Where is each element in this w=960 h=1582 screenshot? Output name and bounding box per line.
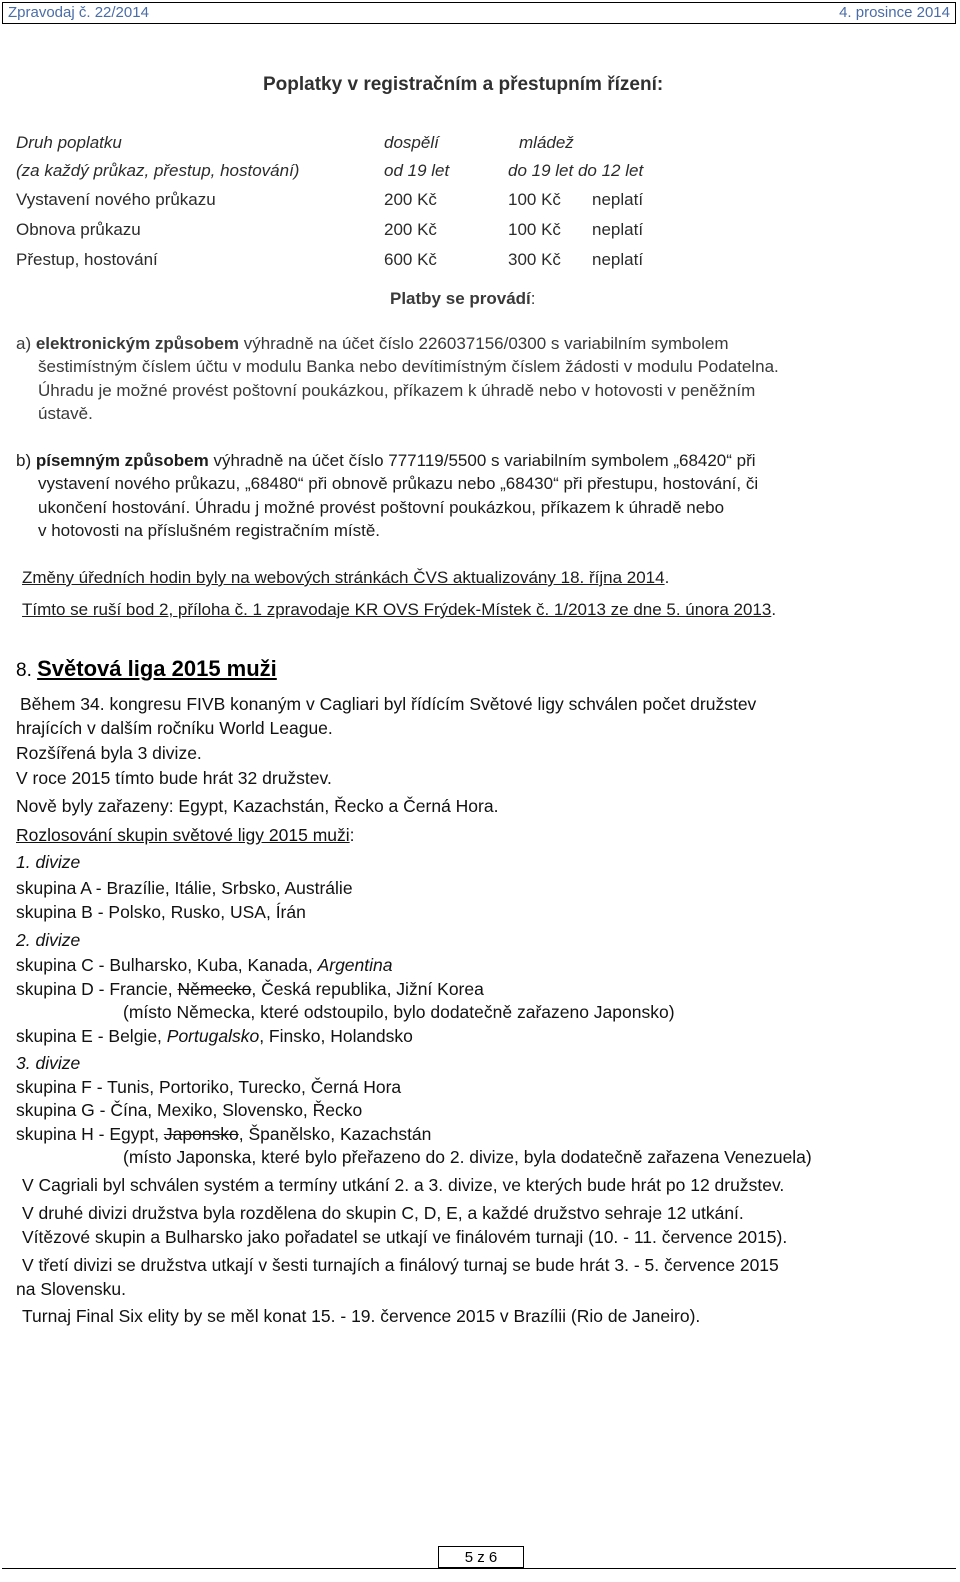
section8-p6: V druhé divizi družstva byla rozdělena do skupin C, D, E, a každé družstvo sehraje 12 utkání. — [22, 1203, 744, 1223]
group-c — [16, 955, 393, 976]
table-row-youth12-fee: neplatí — [592, 190, 644, 209]
page-number: 5 z 6 — [438, 1546, 524, 1568]
section8-p1-line2: hrajících v dalším ročníku World League. — [16, 718, 333, 738]
section-8-heading — [16, 656, 277, 682]
group-c-text: skupina C - Bulharsko, Kuba, Kanada, — [16, 955, 318, 975]
group-h-text-rest: , Španělsko, Kazachstán — [238, 1124, 432, 1144]
note-office-hours-text: Změny úředních hodin byly na webových stránkách ČVS aktualizovány 18. října 2014 — [22, 568, 665, 587]
section8-p4: Nově byly zařazeny: Egypt, Kazachstán, Řecko a Černá Hora. — [16, 796, 499, 816]
group-g: skupina G - Čína, Mexiko, Slovensko, Řecko — [16, 1100, 363, 1120]
table-row-youth12-fee: neplatí — [592, 250, 644, 269]
section8-p3: V roce 2015 tímto bude hrát 32 družstev. — [16, 768, 332, 788]
payments-heading-colon: : — [530, 289, 536, 308]
payment-a-text: výhradně na účet číslo 226037156/0300 s variabilním symbolem — [238, 334, 729, 353]
group-d — [16, 979, 484, 1000]
group-h-text: skupina H - Egypt, — [16, 1124, 164, 1144]
table-row-adult-fee: 200 Kč — [384, 190, 437, 209]
section8-p7: Vítězové skupin a Bulharsko jako pořadatel se utkají ve finálovém turnaji (10. - 11. července 2015). — [22, 1227, 788, 1247]
table-subheader-type: (za každý průkaz, přestup, hostování) — [16, 161, 300, 180]
group-h — [16, 1124, 431, 1145]
group-d-text: skupina D - Francie, — [16, 979, 178, 999]
table-header-adults: dospělí — [384, 133, 439, 152]
draw-heading — [16, 825, 355, 846]
table-header-type: Druh poplatku — [16, 133, 122, 152]
division-1-label: 1. divize — [16, 852, 81, 872]
payment-a-line2: šestimístným číslem účtu v modulu Banka nebo devítimístným číslem žádosti v modulu Podatelna. — [38, 357, 779, 376]
section8-p9: Turnaj Final Six elity by se měl konat 15. - 19. července 2015 v Brazílii (Rio de Janeiro). — [22, 1306, 701, 1326]
table-row-youth19-fee: 300 Kč — [508, 250, 561, 269]
group-h-note: (místo Japonska, které bylo přeřazeno do 2. divize, byla dodatečně zařazena Venezuela) — [123, 1147, 812, 1167]
group-b: skupina B - Polsko, Rusko, USA, Írán — [16, 902, 306, 922]
group-h-struck-team: Japonsko — [163, 1124, 239, 1144]
note-cancellation-end: . — [771, 600, 777, 619]
draw-heading-colon: : — [349, 825, 355, 845]
note-cancellation-text: Tímto se ruší bod 2, příloha č. 1 zpravodaje KR OVS Frýdek-Místek č. 1/2013 ze dne 5. února 2013 — [22, 600, 772, 619]
division-3-label: 3. divize — [16, 1053, 81, 1073]
table-row-name: Vystavení nového průkazu — [16, 190, 216, 209]
draw-heading-text: Rozlosování skupin světové ligy 2015 muži — [16, 825, 350, 845]
section8-p8-line1: V třetí divizi se družstva utkají v šesti turnajích a finálový turnaj se bude hrát 3. - 5. července 2015 — [22, 1255, 779, 1275]
section8-p2: Rozšířená byla 3 divize. — [16, 743, 202, 763]
note-cancellation — [22, 600, 776, 620]
payment-b-prefix: b) — [16, 451, 36, 470]
group-d-text-rest: , Česká republika, Jižní Korea — [251, 979, 484, 999]
table-row-youth19-fee: 100 Kč — [508, 220, 561, 239]
section8-p8-line2: na Slovensku. — [16, 1279, 126, 1299]
section8-p1-line1: Během 34. kongresu FIVB konaným v Cagliari byl řídícím Světové ligy schválen počet družstev — [20, 694, 757, 714]
group-e-text: skupina E - Belgie, — [16, 1026, 167, 1046]
payments-heading-text: Platby se provádí — [390, 289, 531, 308]
payment-b-line1 — [16, 451, 756, 471]
section8-p5: V Cagriali byl schválen systém a termíny utkání 2. a 3. divize, ve kterých bude hrát po 12 družstev. — [22, 1175, 785, 1195]
payment-a-line4: ústavě. — [38, 404, 93, 423]
table-subheader-youth: do 19 let do 12 let — [508, 161, 644, 180]
payment-a-line1 — [16, 334, 728, 354]
division-2-label: 2. divize — [16, 930, 81, 950]
note-office-hours — [22, 568, 669, 588]
payment-b-text: výhradně na účet číslo 777119/5500 s variabilním symbolem „68420“ při — [208, 451, 756, 470]
section-title: Světová liga 2015 muži — [37, 656, 277, 681]
table-row-name: Obnova průkazu — [16, 220, 141, 239]
section-number: 8. — [16, 660, 38, 681]
payments-heading — [390, 289, 536, 309]
table-row-adult-fee: 200 Kč — [384, 220, 437, 239]
payment-a-prefix: a) — [16, 334, 36, 353]
payment-a-line3: Úhradu je možné provést poštovní poukázkou, příkazem k úhradě nebo v hotovosti v peněžním — [38, 381, 756, 400]
group-a: skupina A - Brazílie, Itálie, Srbsko, Austrálie — [16, 878, 353, 898]
group-c-italic-team: Argentina — [317, 955, 393, 975]
table-header-youth: mládež — [519, 133, 574, 152]
table-row-name: Přestup, hostování — [16, 250, 158, 269]
group-d-note: (místo Německa, které odstoupilo, bylo dodatečně zařazeno Japonsko) — [123, 1002, 675, 1022]
header-issue: Zpravodaj č. 22/2014 — [8, 4, 149, 21]
group-d-struck-team: Německo — [177, 979, 252, 999]
payment-b-method: písemným způsobem — [35, 451, 209, 470]
payment-b-line2: vystavení nového průkazu, „68480“ při obnově průkazu nebo „68430“ při přestupu, hostování, či — [38, 474, 759, 493]
note-office-hours-end: . — [664, 568, 670, 587]
group-e-italic-team: Portugalsko — [166, 1026, 260, 1046]
table-row-youth19-fee: 100 Kč — [508, 190, 561, 209]
payment-b-line3: ukončení hostování. Úhradu j možné provést poštovní poukázkou, příkazem k úhradě nebo — [38, 498, 725, 517]
group-e-text-rest: , Finsko, Holandsko — [259, 1026, 413, 1046]
header-date: 4. prosince 2014 — [839, 4, 950, 21]
payment-a-method: elektronickým způsobem — [35, 334, 239, 353]
table-subheader-adults: od 19 let — [384, 161, 450, 180]
page-title: Poplatky v registračním a přestupním řízení: — [263, 74, 664, 95]
table-row-adult-fee: 600 Kč — [384, 250, 437, 269]
table-row-youth12-fee: neplatí — [592, 220, 644, 239]
payment-b-line4: v hotovosti na příslušném registračním místě. — [38, 521, 381, 540]
group-e — [16, 1026, 413, 1047]
group-f: skupina F - Tunis, Portoriko, Turecko, Černá Hora — [16, 1077, 402, 1097]
